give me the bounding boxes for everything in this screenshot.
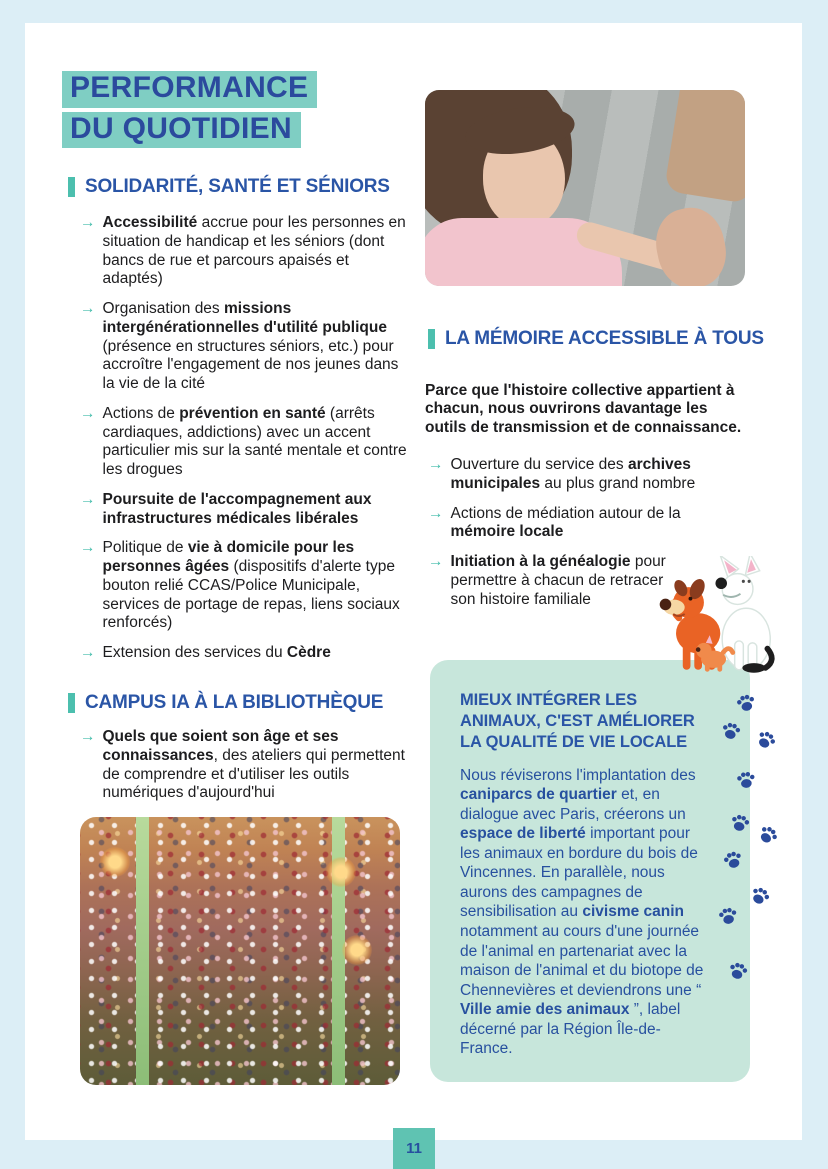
lantern-light — [326, 857, 356, 887]
arrow-icon: → — [80, 404, 96, 422]
campus-bullet-list — [80, 728, 412, 814]
bullet-text: Poursuite de l'accompagnement aux infrastructures médicales libérales — [102, 490, 372, 527]
animals-callout — [430, 660, 750, 1082]
bullet-text: Actions de prévention en santé (arrêts cardiaques, addictions) avec un accent particulier mis sur la santé mentale et contre les drogues — [102, 404, 407, 478]
section-heading-text: LA MÉMOIRE ACCESSIBLE À TOUS — [445, 328, 764, 349]
section-memoire-heading — [428, 328, 764, 350]
paw-icon — [719, 719, 743, 743]
page-title — [62, 71, 317, 152]
green-column — [136, 817, 149, 1085]
bullet-item — [80, 491, 412, 529]
arrow-icon: → — [80, 644, 96, 661]
child-elderly-hands-photo — [425, 90, 745, 286]
bullet-text: Quels que soient son âge et ses connaissances, des ateliers qui permettent de comprendre et d'utiliser les outils numériques d'aujourd'hui — [102, 728, 405, 802]
bullet-item — [428, 505, 730, 543]
bullet-item — [80, 405, 412, 480]
arrow-icon: → — [80, 300, 96, 317]
section-campus-heading — [68, 692, 383, 714]
bullet-text: Accessibilité accrue pour les personnes en situation de handicap et les séniors (dont bancs de rue et parcours apaisés et adaptés) — [102, 214, 406, 288]
bullet-text: Ouverture du service des archives municipales au plus grand nombre — [450, 456, 696, 492]
arrow-icon: → — [80, 728, 96, 745]
photo-detail — [664, 90, 745, 204]
arrow-icon: → — [80, 490, 96, 508]
dogs-illustration — [652, 556, 777, 674]
arrow-icon: → — [428, 504, 444, 522]
bullet-item — [428, 456, 730, 494]
page-title-line-2: DU QUOTIDIEN — [62, 112, 301, 149]
section-solidarite-heading — [68, 176, 390, 198]
arrow-icon: → — [428, 456, 444, 473]
section-heading-text: CAMPUS IA À LA BIBLIOTHÈQUE — [85, 692, 384, 713]
page-title-line-1: PERFORMANCE — [62, 71, 317, 108]
bullet-item — [80, 644, 412, 663]
arrow-icon: → — [80, 214, 96, 231]
arrow-icon: → — [80, 539, 96, 557]
arrow-icon: → — [428, 553, 444, 570]
solidarite-bullet-list — [80, 214, 412, 674]
bullet-text: Initiation à la généalogie pour permettre à chacun de retracer son histoire familiale — [450, 553, 666, 608]
section-heading-text: SOLIDARITÉ, SANTÉ ET SÉNIORS — [85, 176, 390, 197]
paw-icon — [735, 769, 757, 791]
paw-icon — [716, 904, 739, 927]
lantern-light — [100, 847, 130, 877]
section-marker — [428, 329, 435, 349]
bullet-text: Extension des services du Cèdre — [102, 644, 331, 661]
bullet-item — [80, 728, 412, 803]
bullet-text: Actions de médiation autour de la mémoire locale — [450, 504, 681, 541]
section-marker — [68, 693, 75, 713]
callout-body: Nous réviserons l'implantation des caniparcs de quartier et, en dialogue avec Paris, créerons un espace de liberté important pour les animaux en bordure du bois de Vincennes. En parallèle, nous aurons des campagnes de sensibilisation au civisme canin notamment au cours d'une journée de l'animal en partenariat avec la maison de l'animal et du biotope de Chennevières et deviendrons une “ Ville amie des animaux ”, label décerné par la Région Île-de-France. — [460, 766, 704, 1058]
page-number-badge — [393, 1128, 435, 1169]
callout-heading: MIEUX INTÉGRER LES ANIMAUX, C'EST AMÉLIORER LA QUALITÉ DE VIE LOCALE — [460, 691, 695, 751]
lantern-light — [342, 935, 372, 965]
bullet-text: Organisation des missions intergénérationnelles d'utilité publique (présence en structures séniors, etc.) pour accroître l'engagement de nos jeunes dans la vie de la cité — [102, 300, 399, 392]
section-marker — [68, 177, 75, 197]
bullet-item — [80, 300, 412, 394]
white-dog — [720, 556, 770, 670]
bullet-item — [80, 539, 412, 633]
bullet-text: Politique de vie à domicile pour les personnes âgées (dispositifs d'alerte type bouton relié CCAS/Police Municipale, services de portage de repas, liens sociaux renforcés) — [102, 539, 400, 632]
photo-detail — [649, 202, 732, 286]
bullet-item — [80, 214, 412, 289]
memoire-intro: Parce que l'histoire collective appartient à chacun, nous ouvrirons davantage les outils de transmission et de connaissance. — [425, 381, 742, 437]
page-number: 11 — [406, 1140, 422, 1157]
banquet-hall-photo — [80, 817, 400, 1085]
